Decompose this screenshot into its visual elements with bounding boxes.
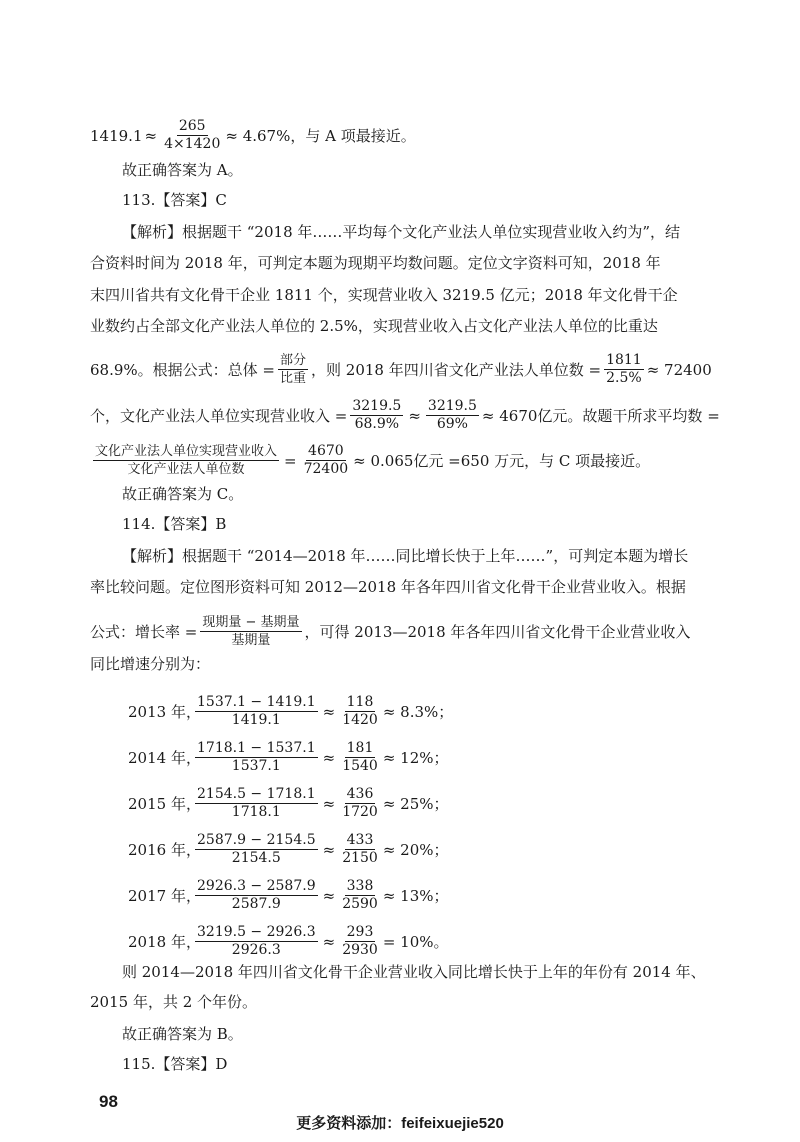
- denominator: 2926.3: [231, 942, 281, 958]
- paragraph-line: 【解析】根据题干 “2018 年……平均每个文化产业法人单位实现营业收入约为”，结: [122, 223, 681, 241]
- fraction: [195, 694, 318, 729]
- denominator: 1720: [342, 804, 378, 820]
- growth-calc-row: [128, 786, 712, 821]
- numerator: 3219.5 − 2926.3: [197, 924, 316, 940]
- numerator: 3219.5: [352, 398, 402, 414]
- growth-calc-row: [128, 924, 712, 959]
- formula-line: [90, 352, 712, 387]
- denominator: 比重: [280, 371, 307, 386]
- fraction: [340, 694, 380, 729]
- answer-line: 故正确答案为 C。: [122, 485, 244, 503]
- fraction: [195, 878, 318, 913]
- denominator: 68.9%: [354, 416, 400, 432]
- denominator: 1718.1: [231, 804, 281, 820]
- text: ，则 2018 年四川省文化产业法人单位数 =: [311, 360, 602, 379]
- result: ≈ 12%；: [382, 748, 449, 767]
- denominator: 2587.9: [231, 896, 281, 912]
- formula-line-1: [90, 118, 712, 153]
- result: = 10%。: [382, 932, 449, 951]
- result: ≈ 8.3%；: [382, 702, 454, 721]
- numerator: 338: [346, 878, 374, 894]
- numerator: 293: [346, 924, 374, 940]
- denominator: 1419.1: [231, 712, 281, 728]
- numerator: 118: [346, 694, 374, 710]
- numerator: 436: [346, 786, 374, 802]
- equals-sign: =: [284, 451, 297, 470]
- numerator: 文化产业法人单位实现营业收入: [95, 444, 278, 459]
- approx-sign: ≈: [322, 886, 336, 905]
- numerator: 1718.1 − 1537.1: [197, 740, 316, 756]
- result: ≈ 13%；: [382, 886, 449, 905]
- approx-sign: ≈: [322, 748, 336, 767]
- fraction: [604, 352, 644, 387]
- year-label: 2018 年，: [128, 932, 201, 951]
- year-label: 2014 年，: [128, 748, 201, 767]
- paragraph-line: 则 2014—2018 年四川省文化骨干企业营业收入同比增长快于上年的年份有 2014 年、: [122, 963, 706, 981]
- growth-calc-row: [128, 832, 712, 867]
- denominator: 1537.1: [231, 758, 281, 774]
- denominator: 文化产业法人单位数: [127, 462, 245, 477]
- paragraph-line: 合资料时间为 2018 年，可判定本题为现期平均数问题。定位文字资料可知，2018 年: [90, 254, 661, 272]
- year-label: 2013 年，: [128, 702, 201, 721]
- paragraph-line: 【解析】根据题干 “2014—2018 年……同比增长快于上年……”，可判定本题为增长: [122, 547, 689, 565]
- text: ，可得 2013—2018 年各年四川省文化骨干企业营业收入: [304, 622, 691, 641]
- numerator: 265: [178, 118, 206, 134]
- numerator: 2154.5 − 1718.1: [197, 786, 316, 802]
- page-number: 98: [99, 1092, 118, 1111]
- result: ≈ 25%；: [382, 794, 449, 813]
- fraction: [195, 740, 318, 775]
- denominator: 2930: [342, 942, 378, 958]
- fraction: [350, 398, 403, 433]
- numerator: 3219.5: [427, 398, 477, 414]
- approx-sign: ≈: [144, 126, 158, 145]
- answer-line: 故正确答案为 A。: [122, 161, 243, 179]
- numerator: 433: [346, 832, 374, 848]
- formula-line: [90, 614, 712, 649]
- footer-note: 更多资料添加：feifeixuejie520: [296, 1115, 504, 1132]
- year-label: 2016 年，: [128, 840, 201, 859]
- question-115-heading: 115.【答案】D: [122, 1055, 228, 1073]
- denominator: 2154.5: [231, 850, 281, 866]
- text: 公式：增长率 =: [90, 622, 198, 641]
- text: ≈ 0.065亿元 =650 万元，与 C 项最接近。: [353, 451, 651, 470]
- paragraph-line: 率比较问题。定位图形资料可知 2012—2018 年各年四川省文化骨干企业营业收入。根据: [90, 578, 686, 596]
- paragraph-line: 末四川省共有文化骨干企业 1811 个，实现营业收入 3219.5 亿元；2018 年文化骨干企: [90, 286, 678, 304]
- numerator: 181: [346, 740, 374, 756]
- text: 68.9%。根据公式：总体 =: [90, 360, 275, 379]
- numerator: 1811: [606, 352, 642, 368]
- fraction: [340, 786, 380, 821]
- paragraph-line: 2015 年，共 2 个年份。: [90, 993, 258, 1011]
- denominator: 1540: [342, 758, 378, 774]
- growth-calc-row: [128, 740, 712, 775]
- numerator: 4670: [308, 443, 344, 459]
- formula-line: [90, 443, 712, 478]
- approx-sign: ≈: [322, 840, 336, 859]
- fraction: [340, 740, 380, 775]
- paragraph-line: 同比增速分别为：: [90, 655, 211, 673]
- fraction: [340, 878, 380, 913]
- denominator: 2590: [342, 896, 378, 912]
- fraction: [426, 398, 479, 433]
- growth-calc-row: [128, 878, 712, 913]
- fraction: [93, 443, 279, 478]
- numerator: 1537.1 − 1419.1: [197, 694, 316, 710]
- question-114-heading: 114.【答案】B: [122, 515, 227, 533]
- text: ≈ 72400: [646, 360, 712, 379]
- numerator: 现期量 − 基期量: [202, 615, 300, 630]
- approx-sign: ≈: [408, 406, 421, 425]
- text: ≈ 4670亿元。故题干所求平均数 =: [481, 406, 720, 425]
- paragraph-line: 业数约占全部文化产业法人单位的 2.5%，实现营业收入占文化产业法人单位的比重达: [90, 317, 658, 335]
- answer-line: 故正确答案为 B。: [122, 1025, 243, 1043]
- approx-sign: ≈: [322, 932, 336, 951]
- denominator: 69%: [436, 416, 468, 432]
- numerator: 2926.3 − 2587.9: [197, 878, 316, 894]
- denominator: 1420: [342, 712, 378, 728]
- fraction: [195, 924, 318, 959]
- denominator: 基期量: [231, 633, 271, 648]
- text: 1419.1: [90, 126, 143, 145]
- fraction: [162, 118, 222, 153]
- approx-sign: ≈: [322, 702, 336, 721]
- year-label: 2015 年，: [128, 794, 201, 813]
- text: 与 A 项最接近。: [305, 126, 416, 145]
- growth-calc-row: [128, 694, 712, 729]
- numerator: 2587.9 − 2154.5: [197, 832, 316, 848]
- denominator: 72400: [303, 461, 349, 477]
- denominator: 2.5%: [606, 370, 642, 386]
- numerator: 部分: [280, 353, 307, 368]
- fraction: [340, 832, 380, 867]
- text: ≈ 4.67%，: [225, 126, 306, 145]
- question-113-heading: 113.【答案】C: [122, 191, 227, 209]
- fraction: [200, 614, 301, 649]
- result: ≈ 20%；: [382, 840, 449, 859]
- denominator: 4×1420: [164, 136, 221, 152]
- denominator: 2150: [342, 850, 378, 866]
- text: 个，文化产业法人单位实现营业收入 =: [90, 406, 348, 425]
- fraction: [302, 443, 351, 478]
- year-label: 2017 年，: [128, 886, 201, 905]
- fraction: [278, 352, 308, 387]
- fraction: [340, 924, 380, 959]
- approx-sign: ≈: [322, 794, 336, 813]
- formula-line: [90, 398, 720, 433]
- fraction: [195, 786, 318, 821]
- fraction: [195, 832, 318, 867]
